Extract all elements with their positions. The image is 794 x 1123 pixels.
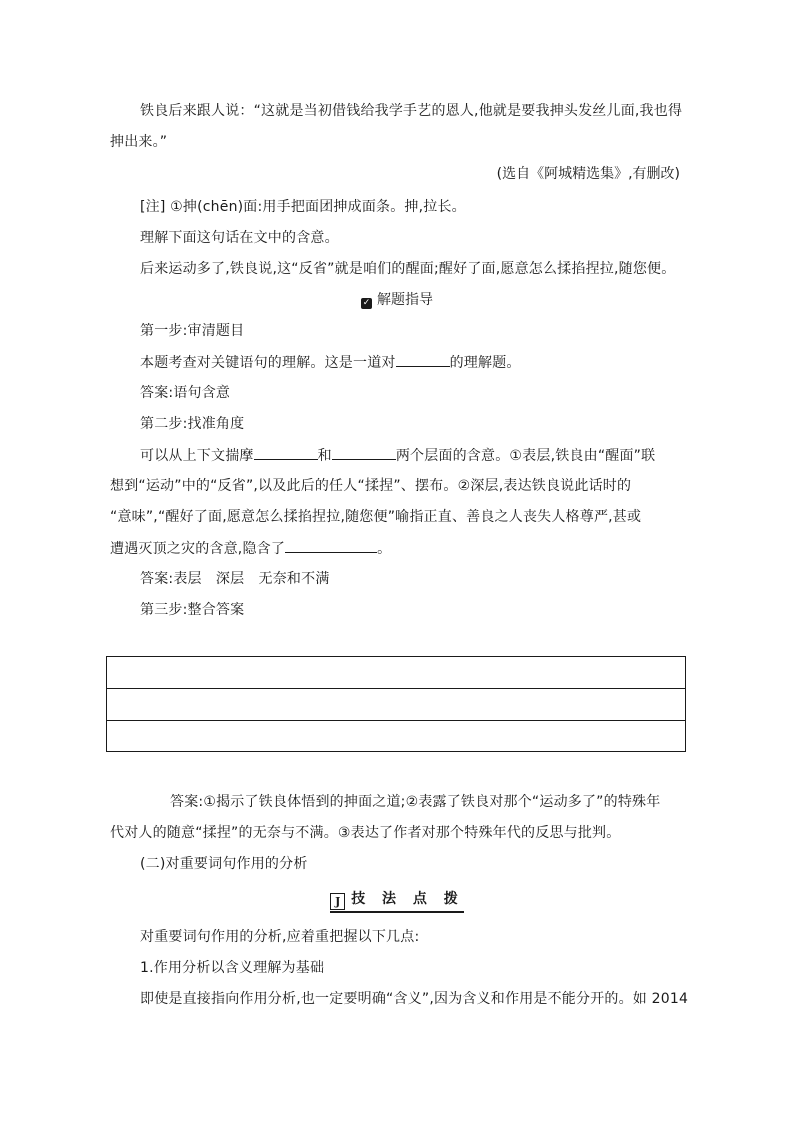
step1-text-b: 的理解题。 [449,355,521,371]
fill-blank-3 [332,445,396,460]
answer-line-1[interactable] [107,657,685,689]
fill-blank-4 [285,538,377,553]
technique-badge [0,888,794,913]
section-intro: 对重要词句作用的分析,应着重把握以下几点: [140,929,420,945]
step2-line-3: “意味”,“醒好了面,愿意怎么揉掐捏拉,随您便”喻指正直、善良之人丧失人格尊严,甚或 [110,509,642,525]
checkbox-icon: ✓ [362,298,371,308]
final-answer-line-2: 代对人的随意“揉捏”的无奈与不满。③表达了作者对那个特殊年代的反思与批判。 [110,825,621,841]
step2-line-4-text: 遭遇灭顶之灾的含意,隐含了 [110,541,286,557]
step1-title: 第一步:审清题目 [140,323,245,339]
answer-writing-box[interactable] [106,656,686,752]
question-sentence: 后来运动多了,铁良说,这“反省”就是咱们的醒面;醒好了面,愿意怎么揉掐捏拉,随您便。 [140,261,676,277]
step2-line-1 [140,445,655,466]
guide-title: 解题指导 [377,292,433,308]
source-citation: (选自《阿城精选集》,有删改) [496,166,680,182]
step2-title: 第二步:找准角度 [140,416,245,432]
step2-text-c: 两个层面的含意。①表层,铁良由“醒面”联 [395,448,656,464]
answer-line-2[interactable] [107,689,685,721]
step3-title: 第三步:整合答案 [140,602,245,618]
step2-line-4 [110,538,391,559]
final-answer-line-1: 答案:①揭示了铁良体悟到的抻面之道;②表露了铁良对那个“运动多了”的特殊年 [170,794,661,810]
j-badge-icon: J [330,893,345,910]
point-1-text: 即使是直接指向作用分析,也一定要明确“含义”,因为含义和作用是不能分开的。如 2014 [140,991,689,1007]
guide-heading [0,290,794,310]
point-1-title: 1.作用分析以含义理解为基础 [140,960,325,976]
technique-title: 技 法 点 拨 [351,891,464,907]
fill-blank-1 [396,352,450,367]
fill-blank-2 [254,445,318,460]
section-heading: (二)对重要词句作用的分析 [140,856,308,872]
step2-line-4-end: 。 [377,541,392,557]
question-prompt: 理解下面这句话在文中的含意。 [140,230,339,246]
step1-text [140,352,521,373]
footnote: [注] ①抻(chēn)面:用手把面团抻成面条。抻,拉长。 [140,199,466,215]
step2-answer: 答案:表层 深层 无奈和不满 [140,571,330,587]
answer-line-3[interactable] [107,721,685,752]
step2-text-b: 和 [317,448,332,464]
passage-line-2: 抻出来。” [110,134,168,150]
step2-text-a: 可以从上下文揣摩 [140,448,254,464]
step1-text-a: 本题考查对关键语句的理解。这是一道对 [140,355,396,371]
passage-line-1: 铁良后来跟人说：“这就是当初借钱给我学手艺的恩人,他就是要我抻头发丝儿面,我也得 [140,103,683,119]
step2-line-2: 想到“运动”中的“反省”,以及此后的任人“揉捏”、摆布。②深层,表达铁良说此话时的 [110,478,632,494]
step1-answer: 答案:语句含意 [140,385,231,401]
